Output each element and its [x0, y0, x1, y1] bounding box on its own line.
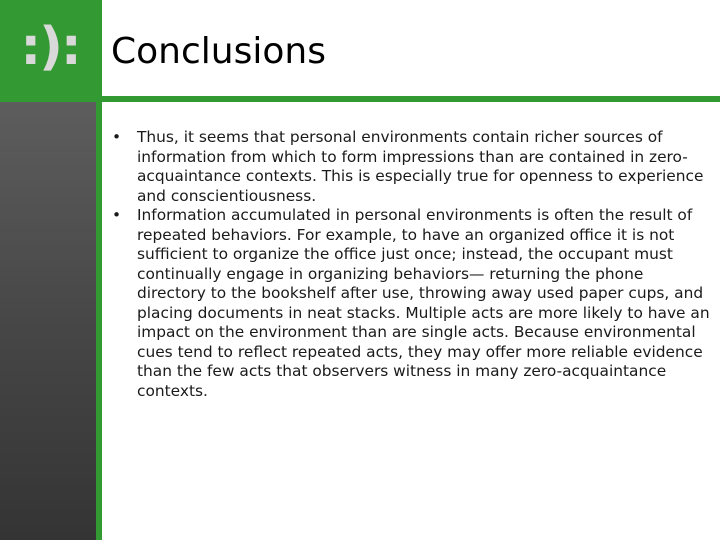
bullet-text: Information accumulated in personal environments is often the result of repeated behaviors. For example, to have an organized office it is not sufficient to organize the office just once; instead, the occupant must continually engage in organizing behaviors— returning the phone directory to the bookshelf after use, throwing away used paper cups, and placing documents in neat stacks. Multiple acts are more likely to have an impact on the environment than are single acts. Because environmental cues tend to reflect repeated acts, they may offer more reliable evidence than the few acts that observers witness in many zero-acquaintance contexts. — [137, 206, 710, 400]
bullet-text: Thus, it seems that personal environments contain richer sources of information from which to form impressions than are contained in zero-acquaintance contexts. This is especially true for openness to experience and conscientiousness. — [137, 128, 704, 205]
bullet-item — [112, 128, 716, 206]
bullet-icon: • — [112, 206, 122, 224]
left-accent-bar — [96, 102, 102, 540]
bullet-item — [112, 206, 716, 401]
left-sidebar-panel — [0, 102, 96, 540]
bullet-list — [112, 128, 716, 401]
title-underline — [102, 96, 720, 102]
smiley-logo: :): — [20, 17, 80, 77]
slide-title: Conclusions — [111, 31, 326, 72]
bullet-icon: • — [112, 128, 122, 146]
logo-box — [0, 0, 102, 102]
